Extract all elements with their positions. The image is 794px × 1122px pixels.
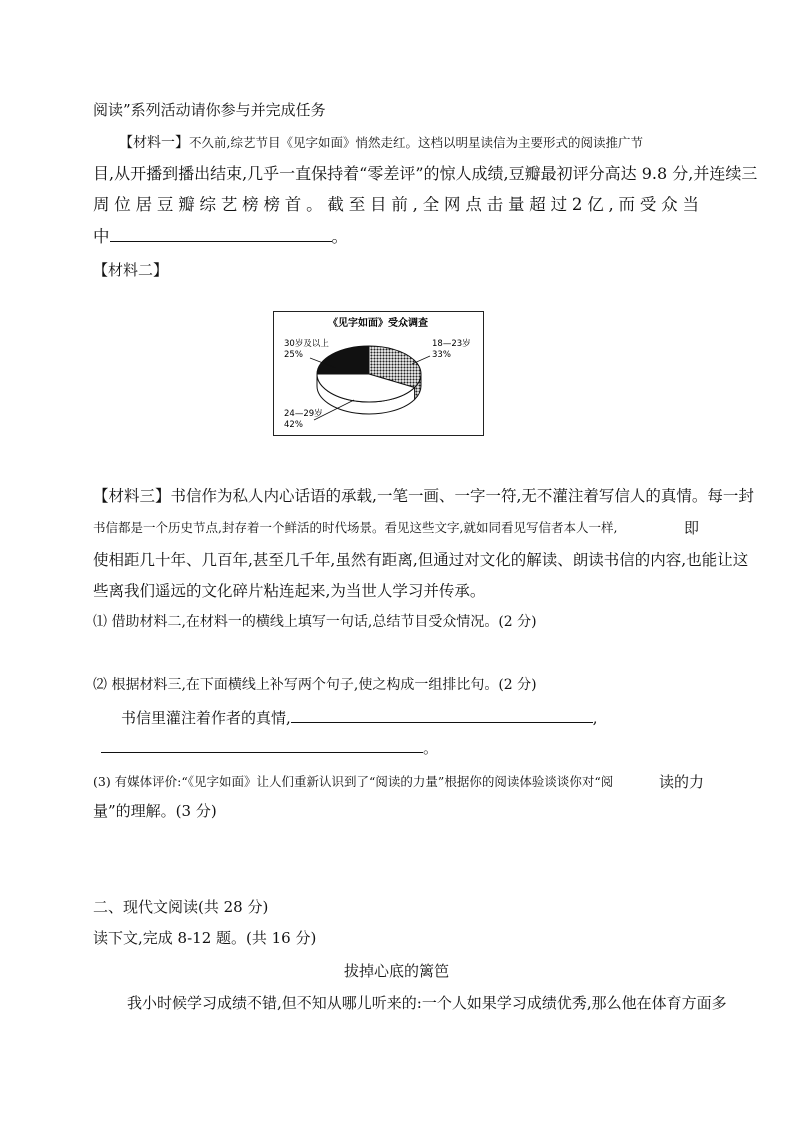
material3-tag: 【材料三】	[93, 487, 171, 505]
chart-title: 《见字如面》受众调查	[328, 318, 428, 329]
pie-label-0: 18—23岁	[432, 339, 471, 349]
pie-value-label-1: 42%	[284, 420, 303, 430]
question-3-line1	[93, 772, 705, 792]
question-2-blank-1[interactable]	[291, 708, 593, 723]
question-3-part2: 读的力	[659, 773, 705, 791]
pie-slice-2	[317, 346, 369, 374]
pie-chart-svg	[274, 312, 482, 434]
material3-text1: 书信作为私人内心话语的承载,一笔一画、一字一符,无不灌注着写信人的真情。每一封	[170, 487, 754, 505]
material1-tag: 【材料一】	[119, 135, 189, 151]
audience-pie-chart	[273, 311, 484, 436]
section2-heading: 二、现代文阅读(共 28 分)	[93, 898, 269, 916]
material1-answer-blank[interactable]	[110, 227, 332, 242]
question-2-prompt: 书信里灌注着作者的真情,	[121, 709, 291, 727]
material2-tag: 【材料二】	[93, 261, 169, 279]
material3-text2: 书信都是一个历史节点,封存着一个鲜活的时代场景。看见这些文字,就如同看见写信者本人一样,	[93, 520, 618, 535]
question-3-part1: (3) 有媒体评价:“《见字如面》让人们重新认识到了“阅读的力量”根据你的阅读体验谈谈你对“阅	[93, 774, 614, 789]
material1-line4-end: 。	[331, 227, 348, 246]
material1-line4-start: 中	[93, 227, 110, 246]
pie-value-label-0: 33%	[432, 350, 451, 360]
question-2-end: 。	[423, 739, 439, 757]
material1-text1: 不久前,综艺节目《见字如面》悄然走红。这档以明星读信为主要形式的阅读推广节	[189, 135, 643, 150]
article-title: 拔掉心底的篱笆	[344, 962, 450, 980]
material3-line3: 使相距几十年、几百年,甚至几千年,虽然有距离,但通过对文化的解读、朗读书信的内容,也能让这	[93, 551, 749, 569]
header-line: 阅读”系列活动请你参与并完成任务	[93, 101, 326, 119]
article-first-line: 我小时候学习成绩不错,但不知从哪儿听来的:一个人如果学习成绩优秀,那么他在体育方面多	[127, 994, 727, 1012]
section2-instruction: 读下文,完成 8-12 题。(共 16 分)	[93, 929, 317, 947]
question-2-answer-line2	[101, 738, 438, 758]
material1-line1	[119, 133, 643, 153]
material3-line1	[93, 486, 754, 506]
question-2-blank-2[interactable]	[101, 738, 423, 753]
material3-line4: 些离我们遥远的文化碎片粘连起来,为当世人学习并传承。	[93, 582, 486, 600]
pie-label-1: 24—29岁	[284, 409, 323, 419]
question-1: ⑴ 借助材料二,在材料一的横线上填写一句话,总结节目受众情况。(2 分)	[93, 614, 537, 630]
material1-line4	[93, 227, 348, 247]
material3-line2	[93, 518, 700, 538]
material1-line2: 目,从开播到播出结束,几乎一直保持着“零差评”的惊人成绩,豆瓣最初评分高达 9.8 分,并连续三	[93, 164, 758, 183]
question-2-comma: ,	[592, 709, 598, 727]
material3-text2-tail: 即	[684, 519, 700, 537]
pie-value-label-2: 25%	[284, 350, 303, 360]
pie-label-2: 30岁及以上	[284, 339, 329, 349]
question-2: ⑵ 根据材料三,在下面横线上补写两个句子,使之构成一组排比句。(2 分)	[93, 677, 537, 693]
material1-line3: 周位居豆瓣综艺榜榜首。截至目前,全网点击量超过2亿,而受众当	[93, 195, 699, 214]
question-3-line2: 量”的理解。(3 分)	[93, 802, 217, 820]
question-2-answer-line1	[121, 708, 598, 728]
